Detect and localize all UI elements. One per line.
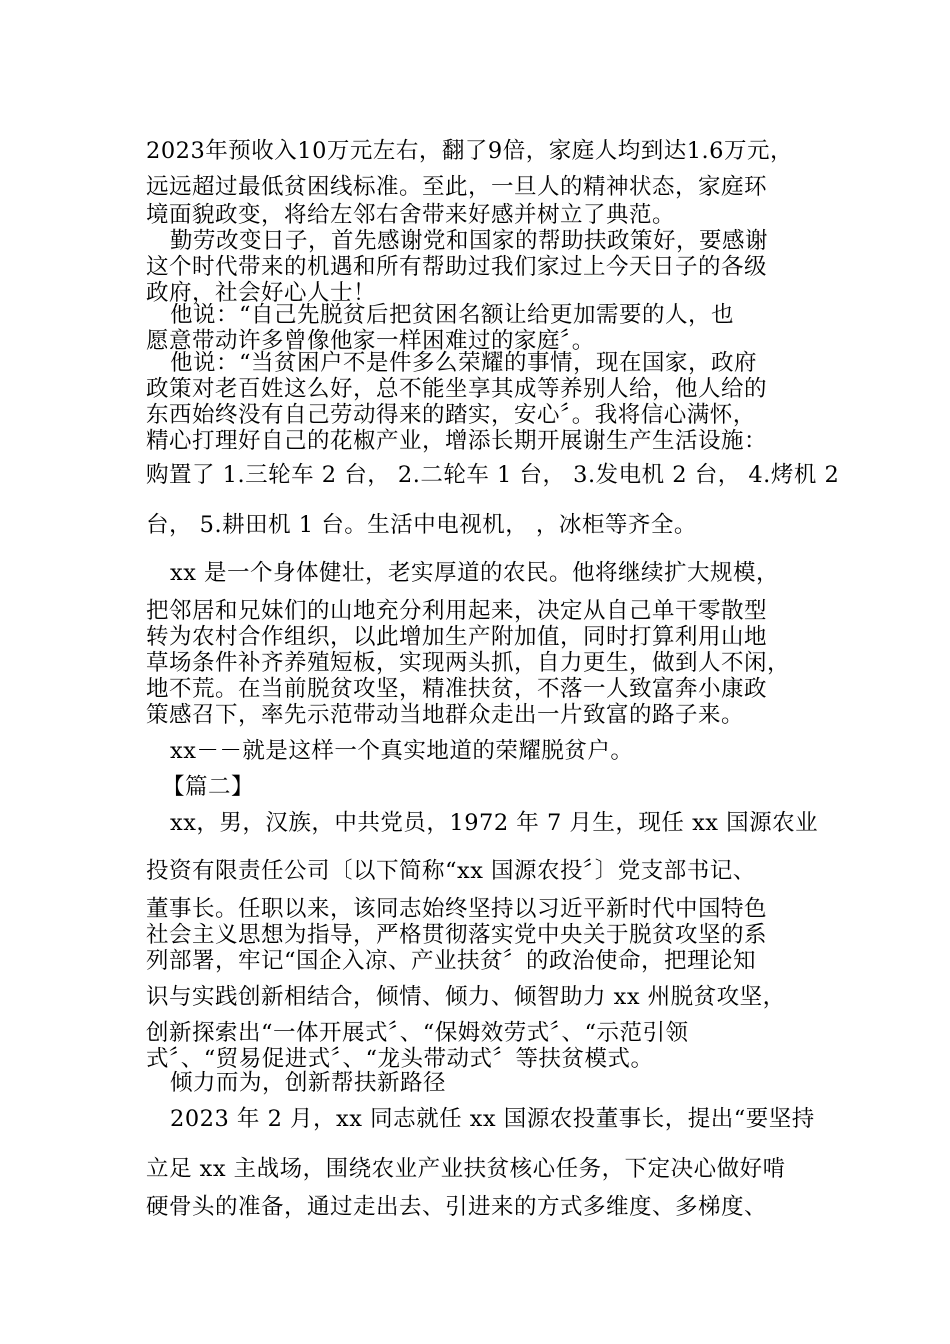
text-line: 他说：“当贫困户不是件多么荣耀的事情，现在国家，政府 xyxy=(170,350,758,376)
text-line: 2023 年 2 月，xx 同志就任 xx 国源农投董事长，提出“要坚持 xyxy=(170,1106,815,1132)
text-line: xx，男，汉族，中共党员，1972 年 7 月生，现任 xx 国源农业 xyxy=(170,810,819,836)
text-line: 识与实践创新相结合，倾情、倾力、倾智助力 xx 州脱贫攻坚， xyxy=(146,984,786,1010)
text-line: 2023年预收入10万元左右，翻了9倍，家庭人均到达1.6万元， xyxy=(146,138,793,164)
text-line: 地不荒。在当前脱贫攻坚，精准扶贫，不落一人致富奔小康政 xyxy=(146,676,768,702)
text-line: 转为农村合作组织，以此增加生产附加值，同时打算利用山地 xyxy=(146,624,768,650)
text-line: 他说：“自己先脱贫后把贫困名额让给更加需要的人，也 xyxy=(170,302,735,328)
text-line: 这个时代带来的机遇和所有帮助过我们家过上今天日子的各级 xyxy=(146,254,768,280)
section-heading: 【篇二】 xyxy=(162,774,255,800)
text-line: 创新探索出“一体开展式〞、“保姆效劳式〞、“示范引领 xyxy=(146,1020,689,1046)
text-line: 勤劳改变日子，首先感谢党和国家的帮助扶政策好，要感谢 xyxy=(170,228,769,254)
text-line: 把邻居和兄妹们的山地充分利用起来，决定从自己单干零散型 xyxy=(146,598,768,624)
text-line: 列部署，牢记“国企入凉、产业扶贫〞的政治使命，把理论知 xyxy=(146,948,757,974)
text-line: 政府，社会好心人士！ xyxy=(146,280,377,306)
text-line: 社会主义思想为指导，严格贯彻落实党中央关于脱贫攻坚的系 xyxy=(146,922,768,948)
text-line: 董事长。任职以来，该同志始终坚持以习近平新时代中国特色 xyxy=(146,896,768,922)
text-line: 精心打理好自己的花椒产业，增添长期开展谢生产生活设施： xyxy=(146,428,768,454)
text-line: 购置了 1.三轮车 2 台， 2.二轮车 1 台， 3.发电机 2 台， 4.烤机 2 xyxy=(146,462,840,488)
text-line: xx 是一个身体健壮，老实厚道的农民。他将继续扩大规模， xyxy=(170,560,780,586)
text-line: 策感召下，率先示范带动当地群众走出一片致富的路子来。 xyxy=(146,702,745,728)
text-line: 台， 5.耕田机 1 台。生活中电视机， ，冰柜等齐全。 xyxy=(146,512,697,538)
text-line: 投资有限责任公司〔以下简称“xx 国源农投〞〕党支部书记、 xyxy=(146,858,756,884)
text-line: 硬骨头的准备，通过走出去、引进来的方式多维度、多梯度、 xyxy=(146,1194,768,1220)
text-line: 草场条件补齐养殖短板，实现两头抓，自力更生，做到人不闲， xyxy=(146,650,791,676)
text-line: 式〞、“贸易促进式〞、“龙头带动式〞等扶贫模式。 xyxy=(146,1046,654,1072)
text-line: 境面貌政变，将给左邻右舍带来好感并树立了典范。 xyxy=(146,202,676,228)
text-line: 立足 xx 主战场，围绕农业产业扶贫核心任务，下定决心做好啃 xyxy=(146,1156,786,1182)
text-line: 愿意带动许多曾像他家一样困难过的家庭〞。 xyxy=(146,328,595,354)
text-line: 东西始终没有自己劳动得来的踏实，安心〞。我将信心满怀， xyxy=(146,402,756,428)
text-line: xx－－就是这样一个真实地道的荣耀脱贫户。 xyxy=(170,738,634,764)
text-line: 政策对老百姓这么好，总不能坐享其成等养别人给，他人给的 xyxy=(146,376,768,402)
subheading: 倾力而为，创新帮扶新路径 xyxy=(170,1070,447,1096)
text-line: 远远超过最低贫困线标准。至此，一旦人的精神状态，家庭环 xyxy=(146,174,768,200)
